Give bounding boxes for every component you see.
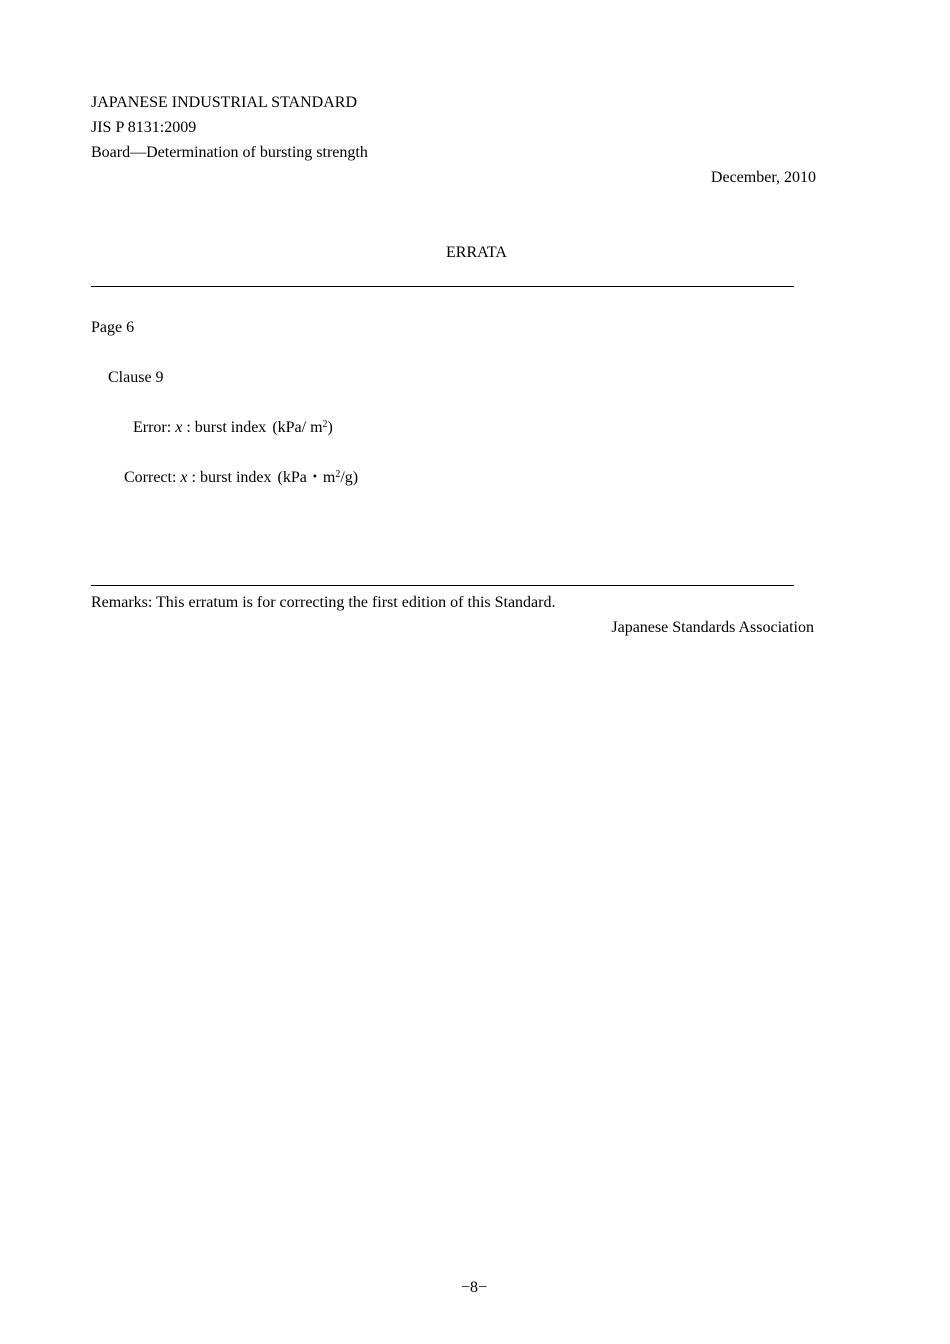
- bottom-divider: [91, 585, 794, 586]
- errata-heading: ERRATA: [446, 244, 507, 261]
- standard-title: Board—Determination of bursting strength: [91, 144, 368, 161]
- standard-number: JIS P 8131:2009: [91, 119, 197, 136]
- error-unit-exponent: 2: [322, 419, 328, 430]
- top-divider: [91, 286, 794, 287]
- remarks-text: Remarks: This erratum is for correcting the first edition of this Standard.: [91, 594, 556, 611]
- page-reference: Page 6: [91, 319, 135, 336]
- error-symbol: x: [175, 419, 183, 436]
- clause-reference: Clause 9: [108, 369, 164, 386]
- correct-symbol: x: [180, 469, 188, 486]
- error-line: [133, 418, 333, 438]
- correct-unit-exponent: 2: [335, 469, 341, 480]
- error-unit-close: ): [327, 419, 333, 436]
- correct-label: Correct:: [124, 469, 177, 486]
- issue-date: December, 2010: [710, 169, 816, 186]
- error-quantity: : burst index: [186, 419, 267, 436]
- error-unit-open: (kPa/ m: [272, 419, 323, 436]
- correct-unit-close: /g): [340, 469, 359, 486]
- correct-quantity: : burst index: [191, 469, 272, 486]
- standard-type: JAPANESE INDUSTRIAL STANDARD: [91, 94, 357, 111]
- page-number: −8−: [461, 1279, 488, 1296]
- correct-line: [124, 468, 358, 488]
- correct-unit-open: (kPa・m: [277, 469, 336, 486]
- error-label: Error:: [133, 419, 172, 436]
- issuer-name: Japanese Standards Association: [611, 619, 814, 636]
